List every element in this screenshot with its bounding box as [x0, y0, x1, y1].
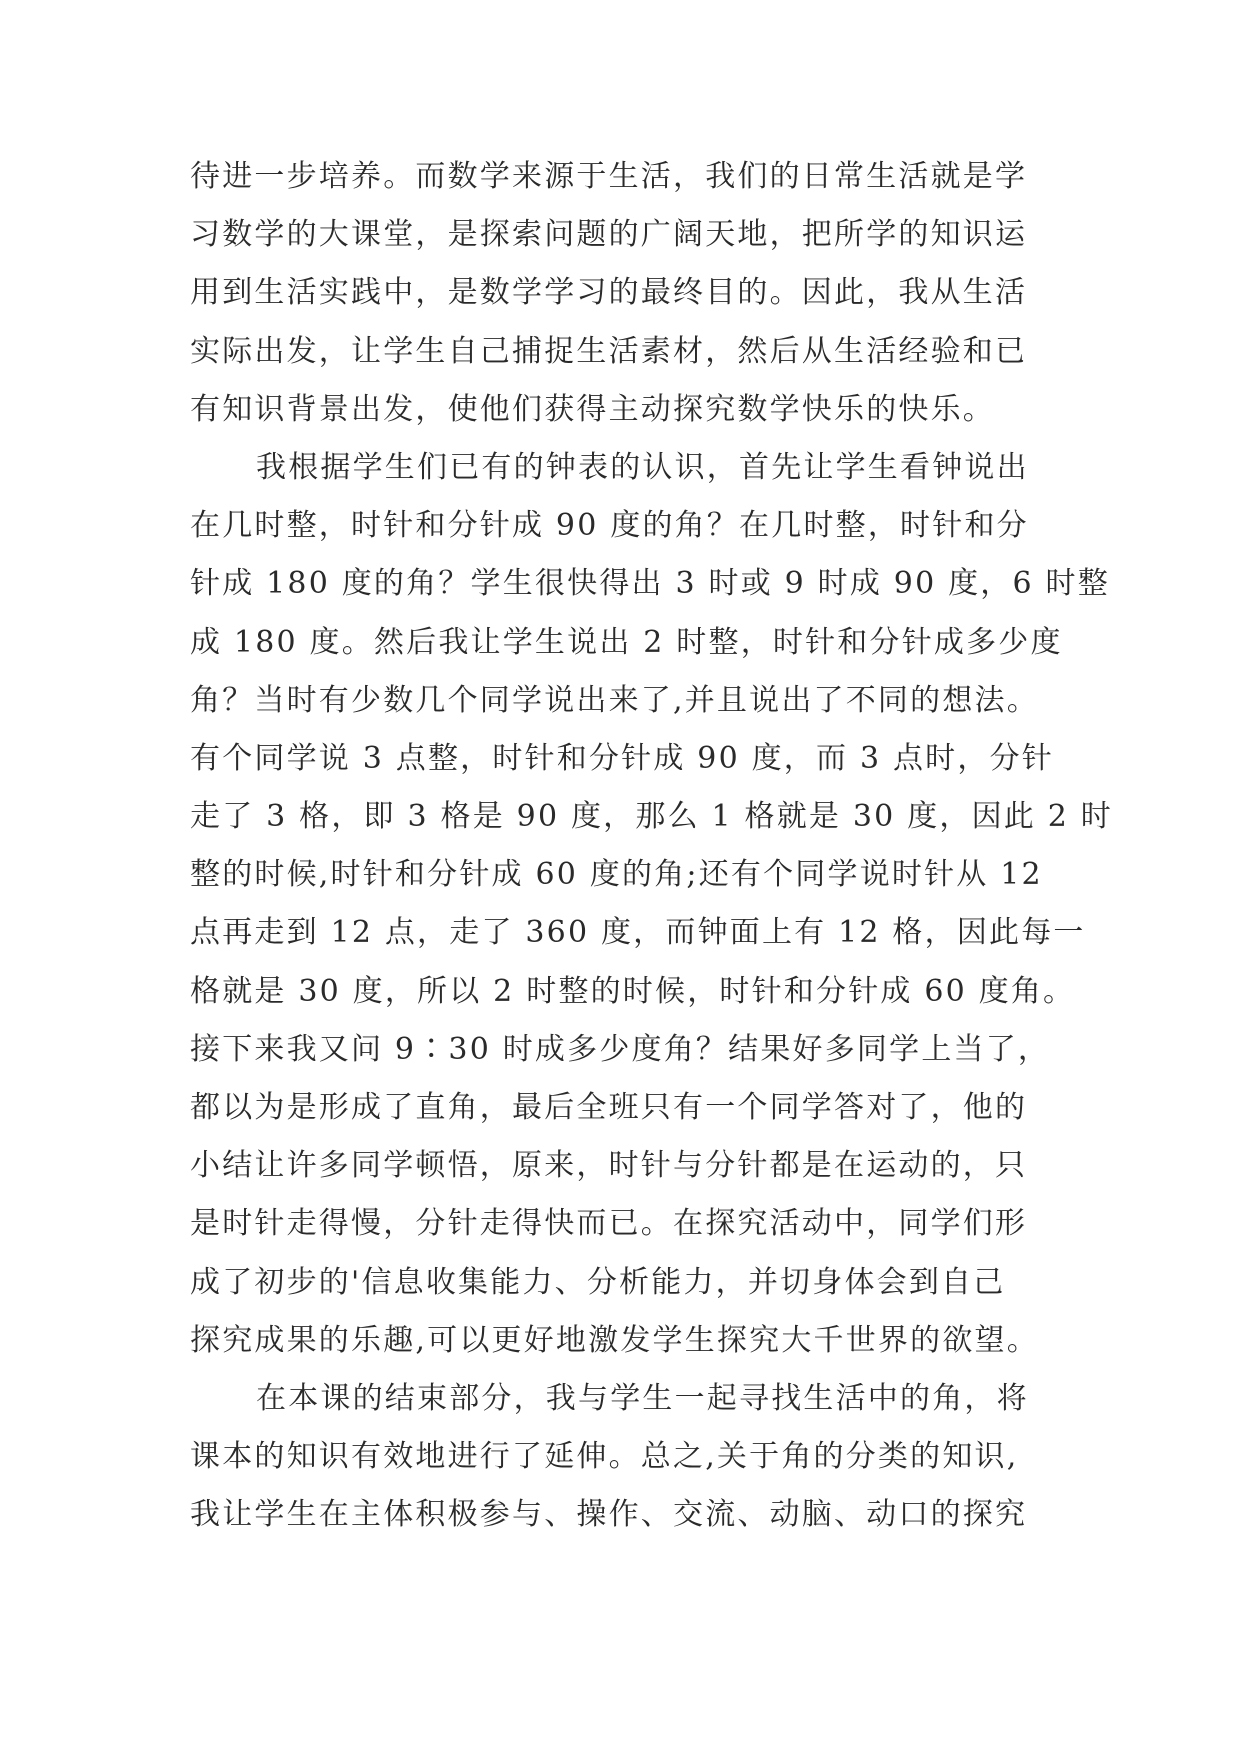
text-line: 角？当时有少数几个同学说出来了,并且说出了不同的想法。	[190, 682, 1039, 718]
text-line: 格就是 30 度，所以 2 时整的时候，时针和分针成 60 度角。	[190, 973, 1076, 1009]
paragraph-first-line: 在本课的结束部分，我与学生一起寻找生活中的角，将	[256, 1380, 1029, 1416]
text-line: 点再走到 12 点，走了 360 度，而钟面上有 12 格，因此每一	[190, 915, 1086, 951]
text-line: 都以为是形成了直角，最后全班只有一个同学答对了，他的	[190, 1090, 1028, 1125]
text-line: 是时针走得慢，分针走得快而已。在探究活动中，同学们形	[190, 1206, 1028, 1242]
text-line: 针成 180 度的角？学生很快得出 3 时或 9 时成 90 度，6 时整	[190, 566, 1110, 602]
text-line: 课本的知识有效地进行了延伸。总之,关于角的分类的知识,	[190, 1439, 1019, 1475]
text-line: 习数学的大课堂，是探索问题的广阔天地，把所学的知识运	[190, 217, 1028, 253]
text-line: 接下来我又问 9∶30 时成多少度角？结果好多同学上当了，	[190, 1031, 1051, 1067]
text-line: 我让学生在主体积极参与、操作、交流、动脑、动口的探究	[190, 1497, 1028, 1533]
text-line: 实际出发，让学生自己捕捉生活素材，然后从生活经验和已	[190, 333, 1028, 369]
text-line: 有知识背景出发，使他们获得主动探究数学快乐的快乐。	[190, 391, 995, 427]
text-line: 有个同学说 3 点整，时针和分针成 90 度，而 3 点时，分针	[190, 740, 1054, 776]
text-line: 待进一步培养。而数学来源于生活，我们的日常生活就是学	[190, 159, 1028, 194]
text-line: 成 180 度。然后我让学生说出 2 时整，时针和分针成多少度	[190, 624, 1063, 660]
text-line: 小结让许多同学顿悟，原来，时针与分针都是在运动的，只	[190, 1148, 1028, 1184]
text-line: 走了 3 格，即 3 格是 90 度，那么 1 格就是 30 度，因此 2 时	[190, 799, 1113, 835]
text-line: 在几时整，时针和分针成 90 度的角？在几时整，时针和分	[190, 508, 1029, 544]
text-line: 用到生活实践中，是数学学习的最终目的。因此，我从生活	[190, 275, 1028, 311]
paragraph-first-line: 我根据学生们已有的钟表的认识，首先让学生看钟说出	[256, 449, 1029, 485]
body-text	[190, 148, 1113, 1545]
text-line: 整的时候,时针和分针成 60 度的角;还有个同学说时针从 12	[190, 857, 1043, 893]
text-line: 成了初步的'信息收集能力、分析能力，并切身体会到自己	[190, 1264, 1006, 1300]
text-line: 探究成果的乐趣,可以更好地激发学生探究大千世界的欲望。	[190, 1322, 1039, 1358]
